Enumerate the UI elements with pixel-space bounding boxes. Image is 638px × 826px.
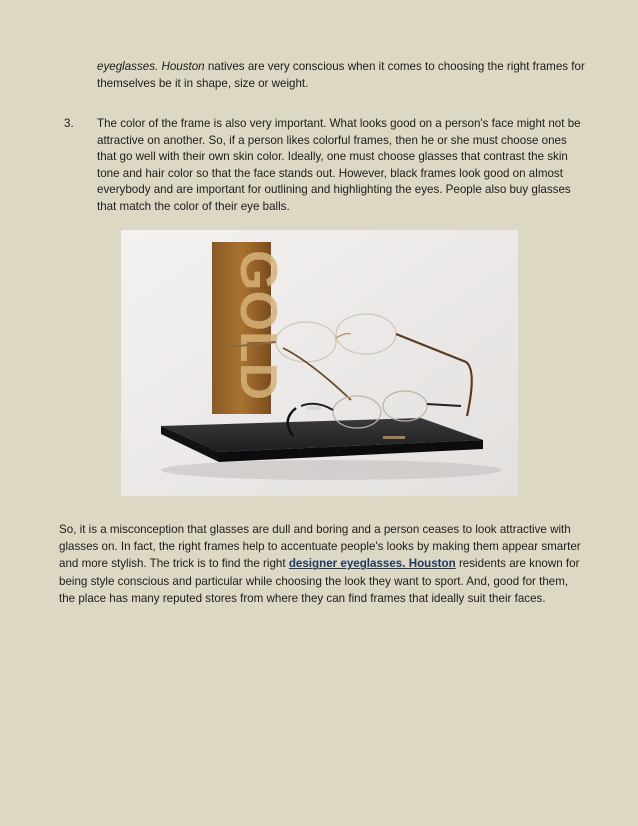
closing-text-end: residents are known for being style conscious and particular while choosing the look they want to sport. And, good for them, the place has many reputed stores from where they can find frames that ideally suit their faces.	[59, 557, 580, 605]
continued-text: natives are very conscious when it comes to choosing the right frames for themselves be it in shape, size or weight.	[97, 60, 585, 90]
closing-text-start: So, it is a misconception that glasses are dull and boring and a person ceases to look attractive with glasses on. In fact, the right frames help to accentuate people's looks by making them appear smarter and more stylish. The trick is to find the right	[59, 523, 581, 571]
continued-paragraph	[97, 59, 587, 93]
list-item-number: 3.	[64, 117, 74, 130]
gold-sign-text: GOLD	[229, 250, 287, 401]
italic-lead: eyeglasses. Houston	[97, 60, 205, 73]
closing-paragraph	[59, 521, 584, 607]
list-item-text: The color of the frame is also very important. What looks good on a person's face might not be attractive on another. So, if a person likes colorful frames, then he or she must choose ones that go well with their own skin color. Ideally, one must choose glasses that contrast the skin tone and hair color so that the face stands out. However, black frames look good on almost everybody and are important for outlining and highlighting the eyes. People also buy glasses that match the color of their eye balls.	[97, 117, 581, 213]
eyeglasses-photo	[121, 230, 518, 496]
designer-eyeglasses-link[interactable]: designer eyeglasses. Houston	[288, 557, 456, 571]
